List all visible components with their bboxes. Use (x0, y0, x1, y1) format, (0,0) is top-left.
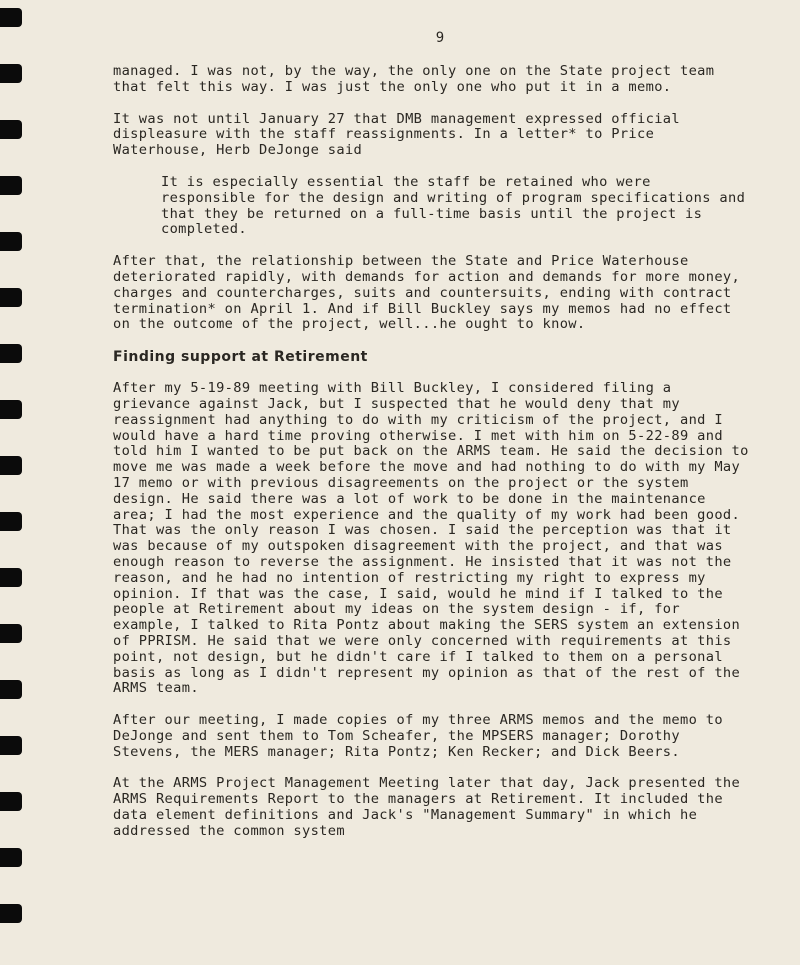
binding-hole (0, 232, 22, 251)
block-quote: It is especially essential the staff be retained who were responsible for the design and writing of program specifications and that they be returned on a full-time basis until the project is completed. (161, 173, 746, 238)
paragraph-memo-copies: After our meeting, I made copies of my three ARMS memos and the memo to DeJonge and sent them to Tom Scheafer, the MPSERS manager; Dorothy Stevens, the MERS manager; Rita Pontz; Ken Recker; and Dick Beers. (113, 712, 723, 760)
binding-hole (0, 400, 22, 419)
section-heading: Finding support at Retirement (113, 349, 368, 366)
binding-hole (0, 792, 22, 811)
page-number: 9 (435, 30, 445, 46)
paragraph-meeting: After my 5-19-89 meeting with Bill Buckley, I considered filing a grievance against Jack, but I suspected that he would deny that my reassignment had anything to do with my criticism of the project, and I would have a hard time proving otherwise. I met with him on 5-22-89 and told him I wanted to be put back on the ARMS team. He said the decision to move me was made a week before the move and had nothing to do with my May 17 memo or with previous disagreements on the project or the system design. He said there was a lot of work to be done in the maintenance area; I had the most experience and the quality of my work had been good. That was the only reason I was chosen. I said the perception was that it was because of my outspoken disagreement with the project, and that was enough reason to reverse the assignment. He insisted that it was not the reason, and he had no intention of restricting my right to express my opinion. If that was the case, I said, would he mind if I talked to the people at Retirement about my ideas on the system design - if, for example, I talked to Rita Pontz about making the SERS system an extension of PPRISM. He said that we were only concerned with requirements at this point, not design, but he didn't care if I talked to them on a personal basis as long as I didn't represent my opinion as that of the rest of the ARMS team. (113, 380, 749, 697)
binding-hole (0, 456, 22, 475)
document-page (113, 30, 753, 840)
binding-hole (0, 848, 22, 867)
binding-hole (0, 8, 22, 27)
binding-hole (0, 568, 22, 587)
binding-hole (0, 680, 22, 699)
binding-hole (0, 904, 22, 923)
paragraph-continuation: managed. I was not, by the way, the only one on the State project team that felt this way. I was just the only one who put it in a memo. (113, 63, 715, 95)
binding-hole (0, 736, 22, 755)
binding-hole (0, 624, 22, 643)
paragraph-project-meeting: At the ARMS Project Management Meeting later that day, Jack presented the ARMS Requirements Report to the managers at Retirement. It included the data element definitions and Jack's "Management Summary" in which he addressed the common system (113, 775, 741, 839)
binding-hole (0, 120, 22, 139)
binding-hole (0, 176, 22, 195)
paragraph-dmb-displeasure: It was not until January 27 that DMB management expressed official displeasure with the staff reassignments. In a letter* to Price Waterhouse, Herb DeJonge said (113, 110, 680, 159)
spiral-binding (0, 0, 28, 965)
binding-hole (0, 288, 22, 307)
binding-hole (0, 64, 22, 83)
binding-hole (0, 344, 22, 363)
binding-hole (0, 512, 22, 531)
paragraph-relationship: After that, the relationship between the State and Price Waterhouse deteriorated rapidly, with demands for action and demands for more money, charges and countercharges, suits and countersuits, ending with contract termination* on April 1. And if Bill Buckley says my memos had no effect on the outcome of the project, well...he ought to know. (113, 253, 741, 333)
